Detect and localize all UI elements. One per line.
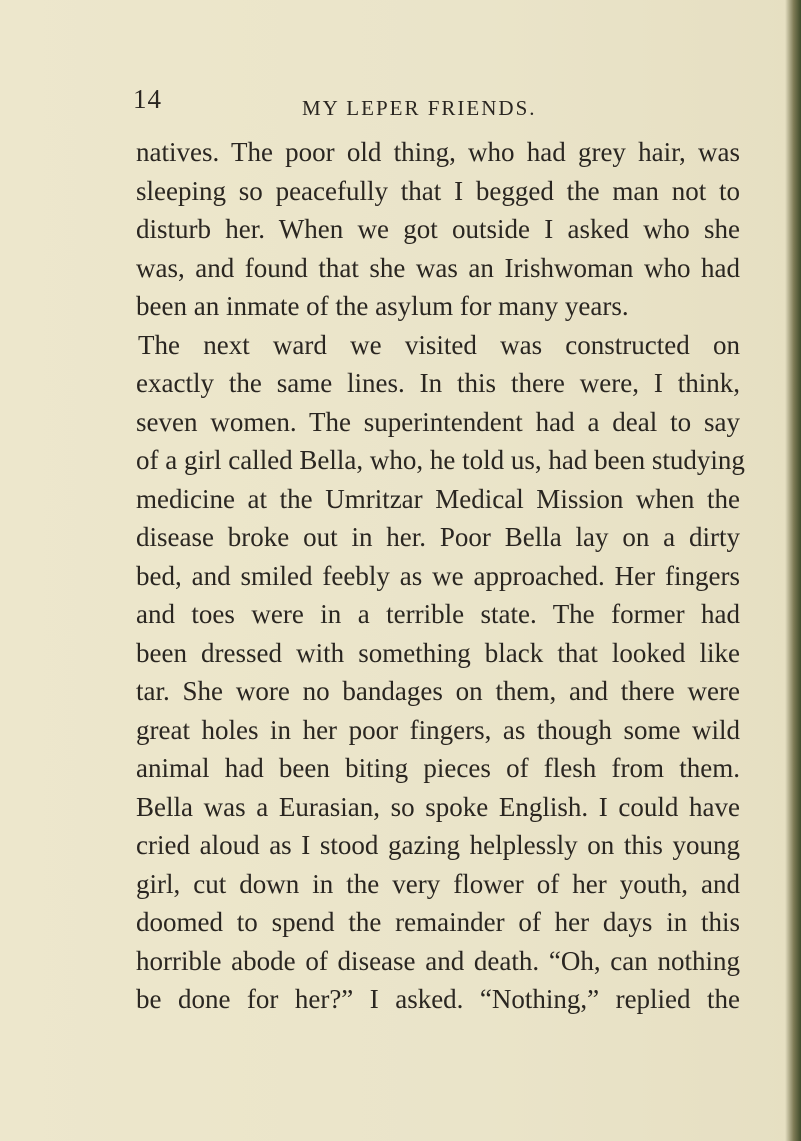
- text-line: Bella was a Eurasian, so spoke English. I could have: [136, 791, 740, 822]
- text-line: disease broke out in her. Poor Bella lay on a dirty: [136, 522, 740, 552]
- text-line: seven women. The superintendent had a deal to say: [136, 406, 740, 437]
- text-line: of a girl called Bella, who, he told us, had been studying: [136, 445, 745, 475]
- text-line: girl, cut down in the very flower of her youth, and: [136, 868, 740, 899]
- text-line: tar. She wore no bandages on them, and there were: [136, 676, 740, 706]
- running-head: MY LEPER FRIENDS.: [302, 96, 537, 120]
- text-line: horrible abode of disease and death. “Oh, can nothing: [136, 945, 740, 976]
- text-line: and toes were in a terrible state. The former had: [136, 599, 740, 629]
- text-line: exactly the same lines. In this there were, I think,: [136, 368, 740, 398]
- page-number: 14: [133, 84, 162, 114]
- text-line: great holes in her poor fingers, as though some wild: [136, 714, 740, 745]
- text-line: sleeping so peacefully that I begged the man not to: [136, 175, 740, 206]
- text-line: been dressed with something black that looked like: [136, 637, 740, 668]
- text-line: medicine at the Umritzar Medical Mission when the: [136, 483, 740, 514]
- text-line: was, and found that she was an Irishwoman who had: [136, 252, 740, 283]
- text-line: cried aloud as I stood gazing helplessly on this young: [136, 830, 740, 860]
- page-edge-shadow: [785, 0, 801, 1141]
- text-line: bed, and smiled feebly as we approached. Her fingers: [136, 560, 740, 591]
- text-line: doomed to spend the remainder of her days in this: [136, 907, 740, 937]
- text-line: disturb her. When we got outside I asked who she: [136, 214, 740, 244]
- text-line: The next ward we visited was constructed on: [138, 329, 740, 360]
- body-text: [136, 133, 745, 1019]
- text-line: been an inmate of the asylum for many years.: [136, 291, 629, 321]
- text-line: natives. The poor old thing, who had grey hair, was: [136, 137, 740, 167]
- text-line: be done for her?” I asked. “Nothing,” replied the: [136, 984, 740, 1014]
- text-line: animal had been biting pieces of flesh from them.: [136, 753, 740, 783]
